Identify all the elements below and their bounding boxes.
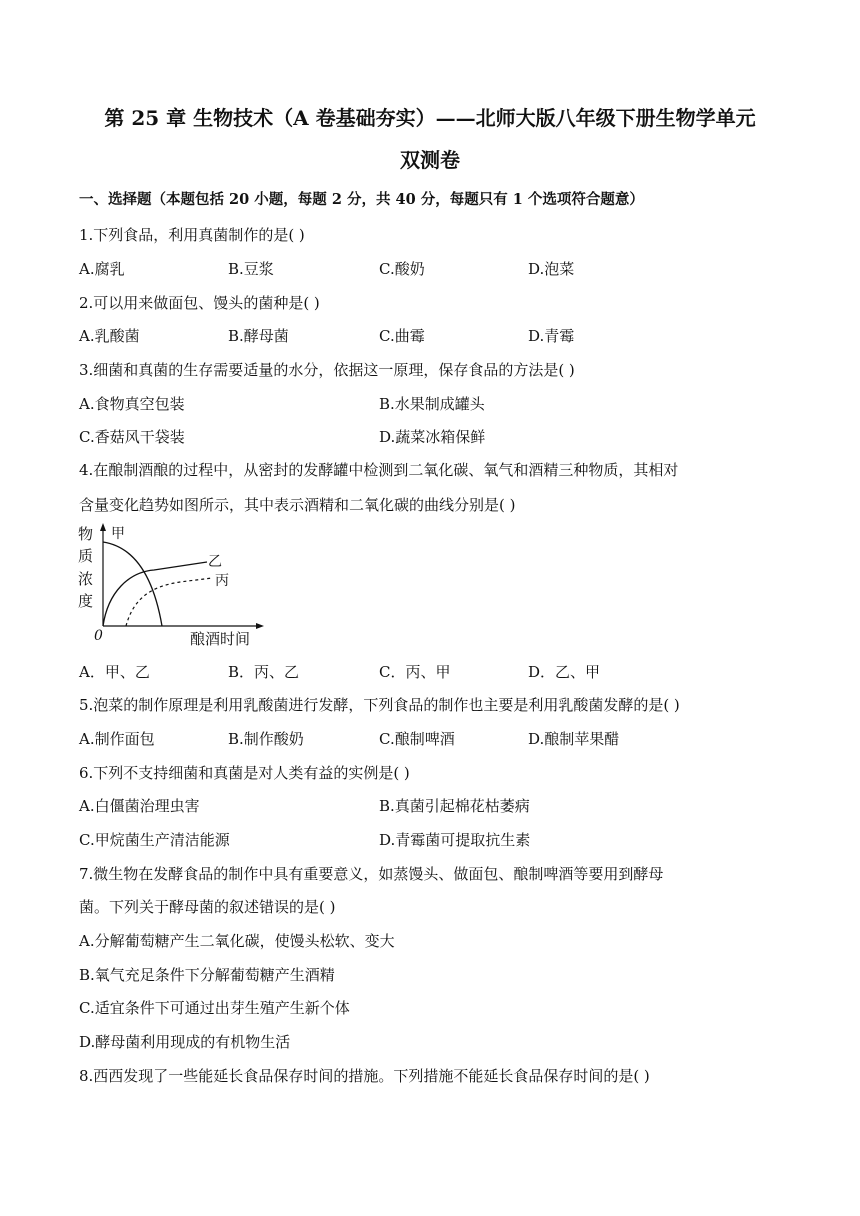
origin-label: 0 bbox=[94, 628, 103, 644]
curve-label-bing: 丙 bbox=[215, 573, 229, 589]
q2-option-d: D.青霉 bbox=[528, 327, 575, 345]
question-5-stem: 5.泡菜的制作原理是利用乳酸菌进行发酵，下列食品的制作也主要是利用乳酸菌发酵的是( ) bbox=[79, 696, 680, 714]
y-axis-label-char-1: 物 bbox=[78, 525, 94, 543]
question-2-stem: 2.可以用来做面包、馒头的菌种是( ) bbox=[79, 294, 320, 312]
q6-option-b: B.真菌引起棉花枯萎病 bbox=[379, 797, 530, 815]
q7-option-c: C.适宜条件下可通过出芽生殖产生新个体 bbox=[79, 999, 350, 1017]
question-7-stem-line-2: 菌。下列关于酵母菌的叙述错误的是( ) bbox=[79, 898, 336, 916]
q1-option-a: A.腐乳 bbox=[79, 260, 125, 278]
q6-option-d: D.青霉菌可提取抗生素 bbox=[379, 831, 531, 849]
question-8-stem: 8.西西发现了一些能延长食品保存时间的措施。下列措施不能延长食品保存时间的是( ) bbox=[79, 1067, 650, 1085]
q3-option-c: C.香菇风干袋装 bbox=[79, 428, 185, 446]
q5-option-c: C.酿制啤酒 bbox=[379, 730, 455, 748]
question-4-stem-line-1: 4.在酿制酒酿的过程中，从密封的发酵罐中检测到二氧化碳、氧气和酒精三种物质，其相对 bbox=[79, 461, 679, 479]
q6-option-c: C.甲烷菌生产清洁能源 bbox=[79, 831, 230, 849]
y-axis-label-char-4: 度 bbox=[78, 592, 94, 610]
q2-option-b: B.酵母菌 bbox=[228, 327, 289, 345]
question-4-stem-line-2: 含量变化趋势如图所示，其中表示酒精和二氧化碳的曲线分别是( ) bbox=[79, 496, 516, 514]
q5-option-b: B.制作酸奶 bbox=[228, 730, 304, 748]
q3-option-d: D.蔬菜冰箱保鲜 bbox=[379, 428, 486, 446]
curve-yi bbox=[103, 562, 207, 626]
question-7-stem-line-1: 7.微生物在发酵食品的制作中具有重要意义，如蒸馒头、做面包、酿制啤酒等要用到酵母 bbox=[79, 865, 664, 883]
q6-option-a: A.白僵菌治理虫害 bbox=[79, 797, 200, 815]
q4-option-c: C．丙、甲 bbox=[379, 663, 451, 681]
q3-option-b: B.水果制成罐头 bbox=[379, 395, 485, 413]
question-3-stem: 3.细菌和真菌的生存需要适量的水分，依据这一原理，保存食品的方法是( ) bbox=[79, 361, 575, 379]
curve-label-jia: 甲 bbox=[111, 526, 125, 542]
q4-option-d: D．乙、甲 bbox=[528, 663, 601, 681]
y-axis-arrow-icon bbox=[100, 523, 106, 531]
q3-option-a: A.食物真空包装 bbox=[79, 395, 185, 413]
y-axis-label-char-2: 质 bbox=[78, 547, 94, 565]
x-axis-label: 酿酒时间 bbox=[190, 630, 251, 648]
q5-option-a: A.制作面包 bbox=[79, 730, 155, 748]
curve-label-yi: 乙 bbox=[208, 554, 222, 570]
document-title-line-2: 双测卷 bbox=[400, 148, 460, 172]
section-header: 一、选择题（本题包括 20 小题，每题 2 分，共 40 分，每题只有 1 个选项符合题意） bbox=[79, 191, 644, 208]
q4-option-b: B．丙、乙 bbox=[228, 663, 300, 681]
q1-option-d: D.泡菜 bbox=[528, 260, 575, 278]
fermentation-concentration-figure bbox=[74, 522, 274, 654]
q1-option-b: B.豆浆 bbox=[228, 260, 274, 278]
curve-bing bbox=[126, 578, 212, 626]
q2-option-a: A.乳酸菌 bbox=[79, 327, 140, 345]
q5-option-d: D.酿制苹果醋 bbox=[528, 730, 620, 748]
document-title-line-1: 第 25 章 生物技术（A 卷基础夯实）——北师大版八年级下册生物学单元 bbox=[104, 106, 756, 130]
q7-option-a: A.分解葡萄糖产生二氧化碳，使馒头松软、变大 bbox=[79, 932, 395, 950]
x-axis-arrow-icon bbox=[256, 623, 264, 629]
q7-option-d: D.酵母菌利用现成的有机物生活 bbox=[79, 1033, 291, 1051]
q4-option-a: A．甲、乙 bbox=[79, 663, 150, 681]
curve-jia bbox=[103, 542, 162, 626]
q7-option-b: B.氧气充足条件下分解葡萄糖产生酒精 bbox=[79, 966, 335, 984]
question-6-stem: 6.下列不支持细菌和真菌是对人类有益的实例是( ) bbox=[79, 764, 410, 782]
q1-option-c: C.酸奶 bbox=[379, 260, 425, 278]
y-axis-label-char-3: 浓 bbox=[78, 570, 94, 588]
question-1-stem: 1.下列食品，利用真菌制作的是( ) bbox=[79, 226, 305, 244]
q2-option-c: C.曲霉 bbox=[379, 327, 425, 345]
